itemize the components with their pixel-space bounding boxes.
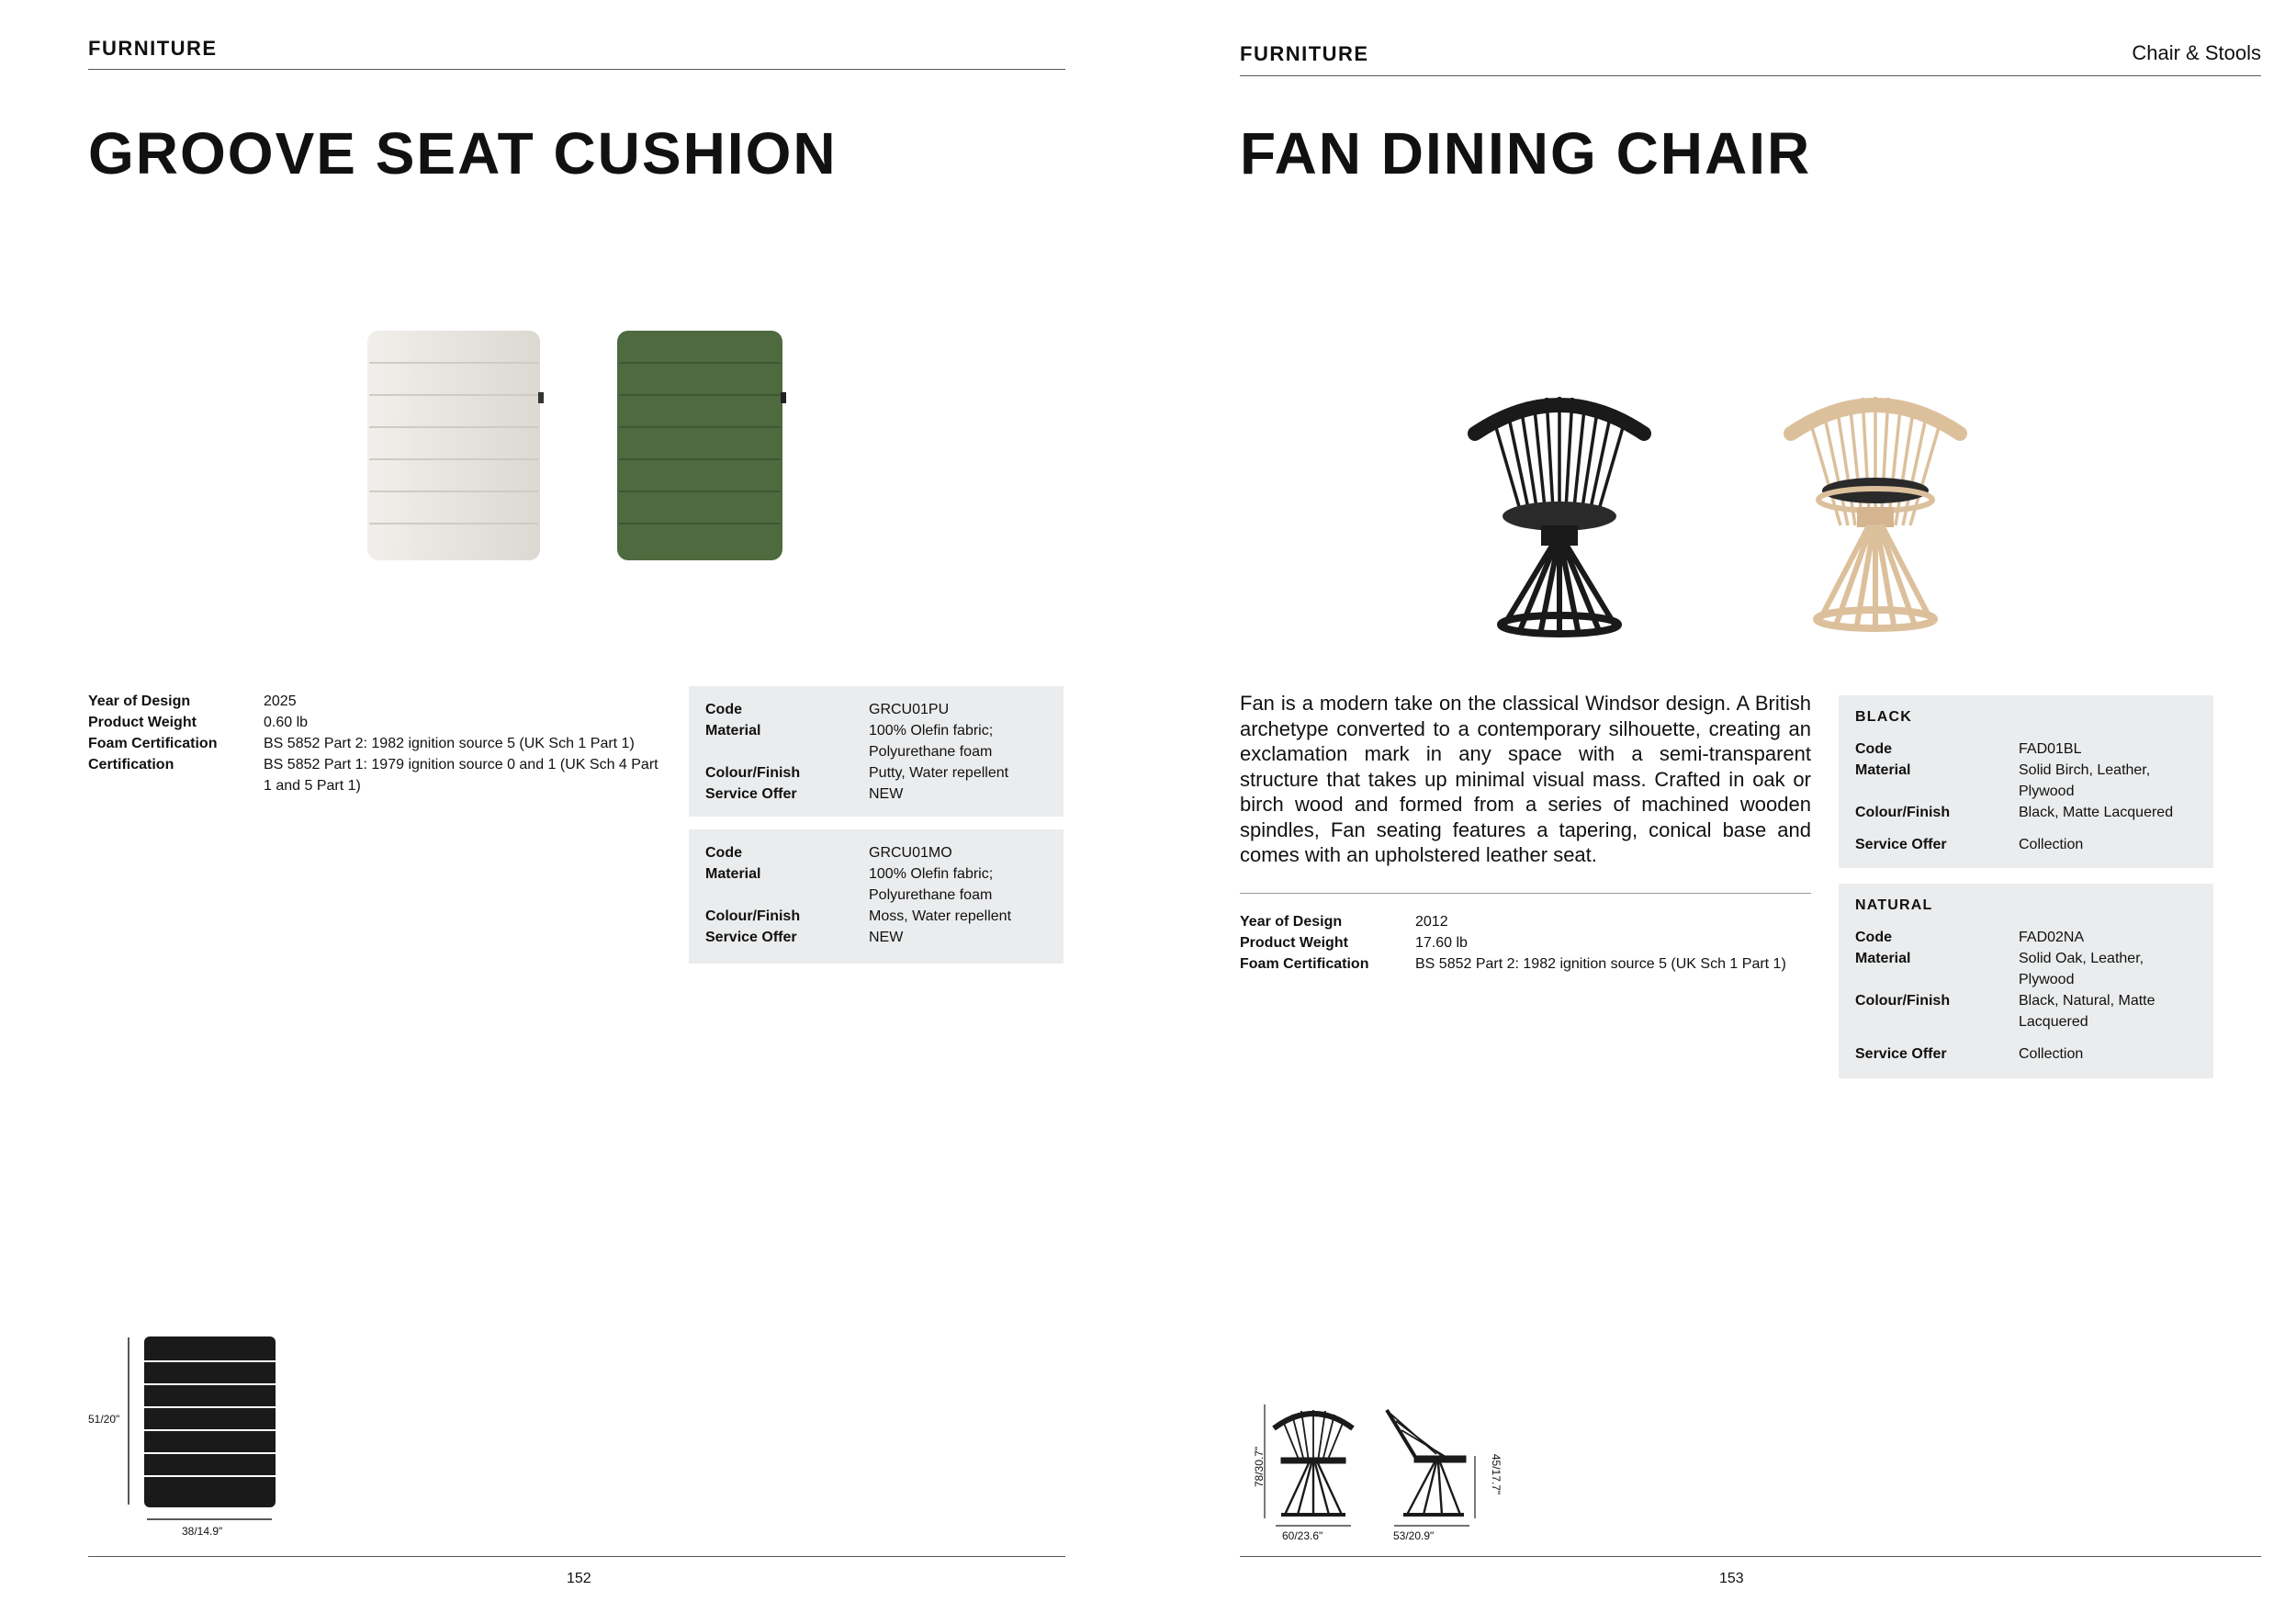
variant-heading: BLACK: [1855, 709, 1912, 725]
dimension-height: 78/30.7": [1253, 1446, 1266, 1488]
variant-box-natural: NATURAL Code FAD02NA Material Solid Oak, Leather, Plywood Colour/Finish Black, Natural, Matte Lacquered Service Offer Collection: [1839, 884, 2213, 1078]
black-chair-image: [1468, 378, 1651, 640]
cushion-dimension-drawing: [127, 1334, 283, 1538]
product-specs: [1240, 911, 1828, 975]
dimension-width: 60/23.6": [1282, 1529, 1323, 1542]
header-rule: [1240, 75, 2261, 76]
page-title: FAN DINING CHAIR: [1240, 120, 1812, 186]
dimension-height: 51/20": [88, 1413, 120, 1426]
footer-rule: [88, 1556, 1065, 1557]
spec-row: Product Weight 17.60 lb: [1240, 935, 1468, 951]
spec-row: Foam Certification BS 5852 Part 2: 1982 ignition source 5 (UK Sch 1 Part 1): [1240, 956, 1786, 972]
spec-row: Foam Certification BS 5852 Part 2: 1982 ignition source 5 (UK Sch 1 Part 1): [88, 736, 635, 751]
subsection-label: Chair & Stools: [2132, 41, 2261, 64]
variant-box-moss: Code GRCU01MO Material 100% Olefin fabric; Polyurethane foam Colour/Finish Moss, Water repellent Service Offer NEW: [689, 829, 1064, 964]
spec-row: Year of Design 2012: [1240, 914, 1448, 930]
dimension-depth: 53/20.9": [1393, 1529, 1435, 1542]
spec-row: Year of Design 2025: [88, 694, 297, 709]
description-rule: [1240, 893, 1811, 894]
spec-row: Product Weight 0.60 lb: [88, 715, 309, 730]
chair-front-dimension-drawing: [1263, 1401, 1364, 1529]
footer-rule: [1240, 1556, 2261, 1557]
variant-box-black: BLACK Code FAD01BL Material Solid Birch, Leather, Plywood Colour/Finish Black, Matte Lacquered Service Offer Collection: [1839, 695, 2213, 868]
page-number: 153: [1719, 1571, 1744, 1586]
spec-row: Certification BS 5852 Part 1: 1979 ignition source 0 and 1 (UK Sch 4 Part 1 and 5 Part 1): [88, 757, 658, 794]
header-rule: [88, 69, 1065, 70]
variant-heading: NATURAL: [1855, 897, 1933, 913]
natural-chair-image: [1784, 378, 1967, 640]
section-label: FURNITURE: [1240, 42, 1369, 65]
moss-cushion-image: [608, 326, 805, 565]
right-page: [1148, 0, 2296, 1624]
section-label: FURNITURE: [88, 37, 218, 60]
dimension-width: 38/14.9": [182, 1525, 223, 1538]
page-number: 152: [567, 1571, 591, 1586]
chair-side-dimension-drawing: [1378, 1401, 1488, 1529]
page-title: GROOVE SEAT CUSHION: [88, 120, 838, 186]
product-specs: [88, 691, 676, 796]
putty-cushion-image: [358, 326, 556, 565]
product-description: Fan is a modern take on the classical Windsor design. A British archetype converted to a contemporary silhouette, creating an exclamation mark in any space with a semi-transparent structure that takes up minimal visual mass. Crafted in oak or birch wood and formed from a series of machined wooden spindles, Fan seating features a tapering, conical base and comes with an upholstered leather seat.: [1240, 692, 1811, 866]
dimension-seat-height: 45/17.7": [1490, 1453, 1503, 1495]
variant-box-putty: Code GRCU01PU Material 100% Olefin fabric; Polyurethane foam Colour/Finish Putty, Water repellent Service Offer NEW: [689, 686, 1064, 817]
